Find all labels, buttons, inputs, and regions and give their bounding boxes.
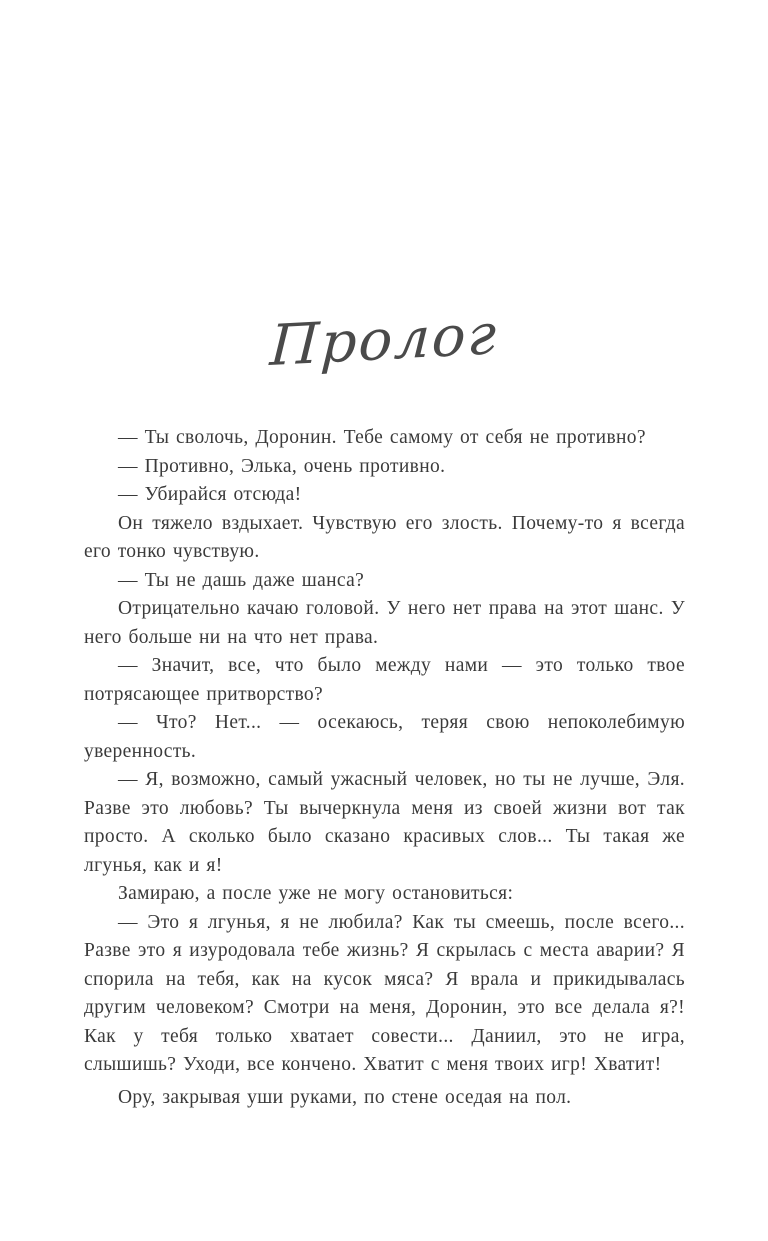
paragraph-dialogue: — Ты не дашь даже шанса? <box>118 569 365 591</box>
chapter-title: Пролог <box>268 301 500 380</box>
paragraph-dialogue: — Противно, Элька, очень противно. <box>118 455 446 477</box>
paragraph-dialogue: — Убирайся отсюда! <box>118 484 302 505</box>
paragraph-narration: Он тяжело вздыхает. Чувствую его злость. Почему-то я всегда его тонко чувствую. <box>84 512 685 562</box>
paragraph-narration: Отрицательно качаю головой. У него нет права на этот шанс. У него больше ни на что нет права. <box>84 598 685 648</box>
paragraph-narration: Ору, закрывая уши руками, по стене оседая на пол. <box>118 1086 572 1108</box>
paragraph-dialogue: — Я, возможно, самый ужасный человек, но ты не лучше, Эля. Разве это любовь? Ты вычеркнула меня из своей жизни вот так просто. А сколько было сказано красивых слов... Ты такая же лгунья, как и я! <box>84 769 685 876</box>
paragraph-dialogue: — Ты сволочь, Доронин. Тебе самому от себя не противно? <box>118 427 646 448</box>
body-text <box>84 424 685 1112</box>
paragraph-dialogue: — Значит, все, что было между нами — это только твое потрясающее притворство? <box>84 655 685 705</box>
paragraph-dialogue: — Что? Нет... — осекаюсь, теряя свою непоколебимую уверенность. <box>84 712 685 762</box>
paragraph-dialogue: — Это я лгунья, я не любила? Как ты смеешь, после всего... Разве это я изуродовала тебе жизнь? Я скрылась с места аварии? Я спорила на тебя, как на кусок мяса? Я врала и прикидывалась другим человеком? Смотри на меня, Доронин, это все делала я?! Как у тебя только хватает совести... Даниил, это не игра, слышишь? Уходи, все кончено. Хватит с меня твоих игр! Хватит! <box>84 911 685 1075</box>
paragraph-narration: Замираю, а после уже не могу остановиться: <box>118 883 514 904</box>
